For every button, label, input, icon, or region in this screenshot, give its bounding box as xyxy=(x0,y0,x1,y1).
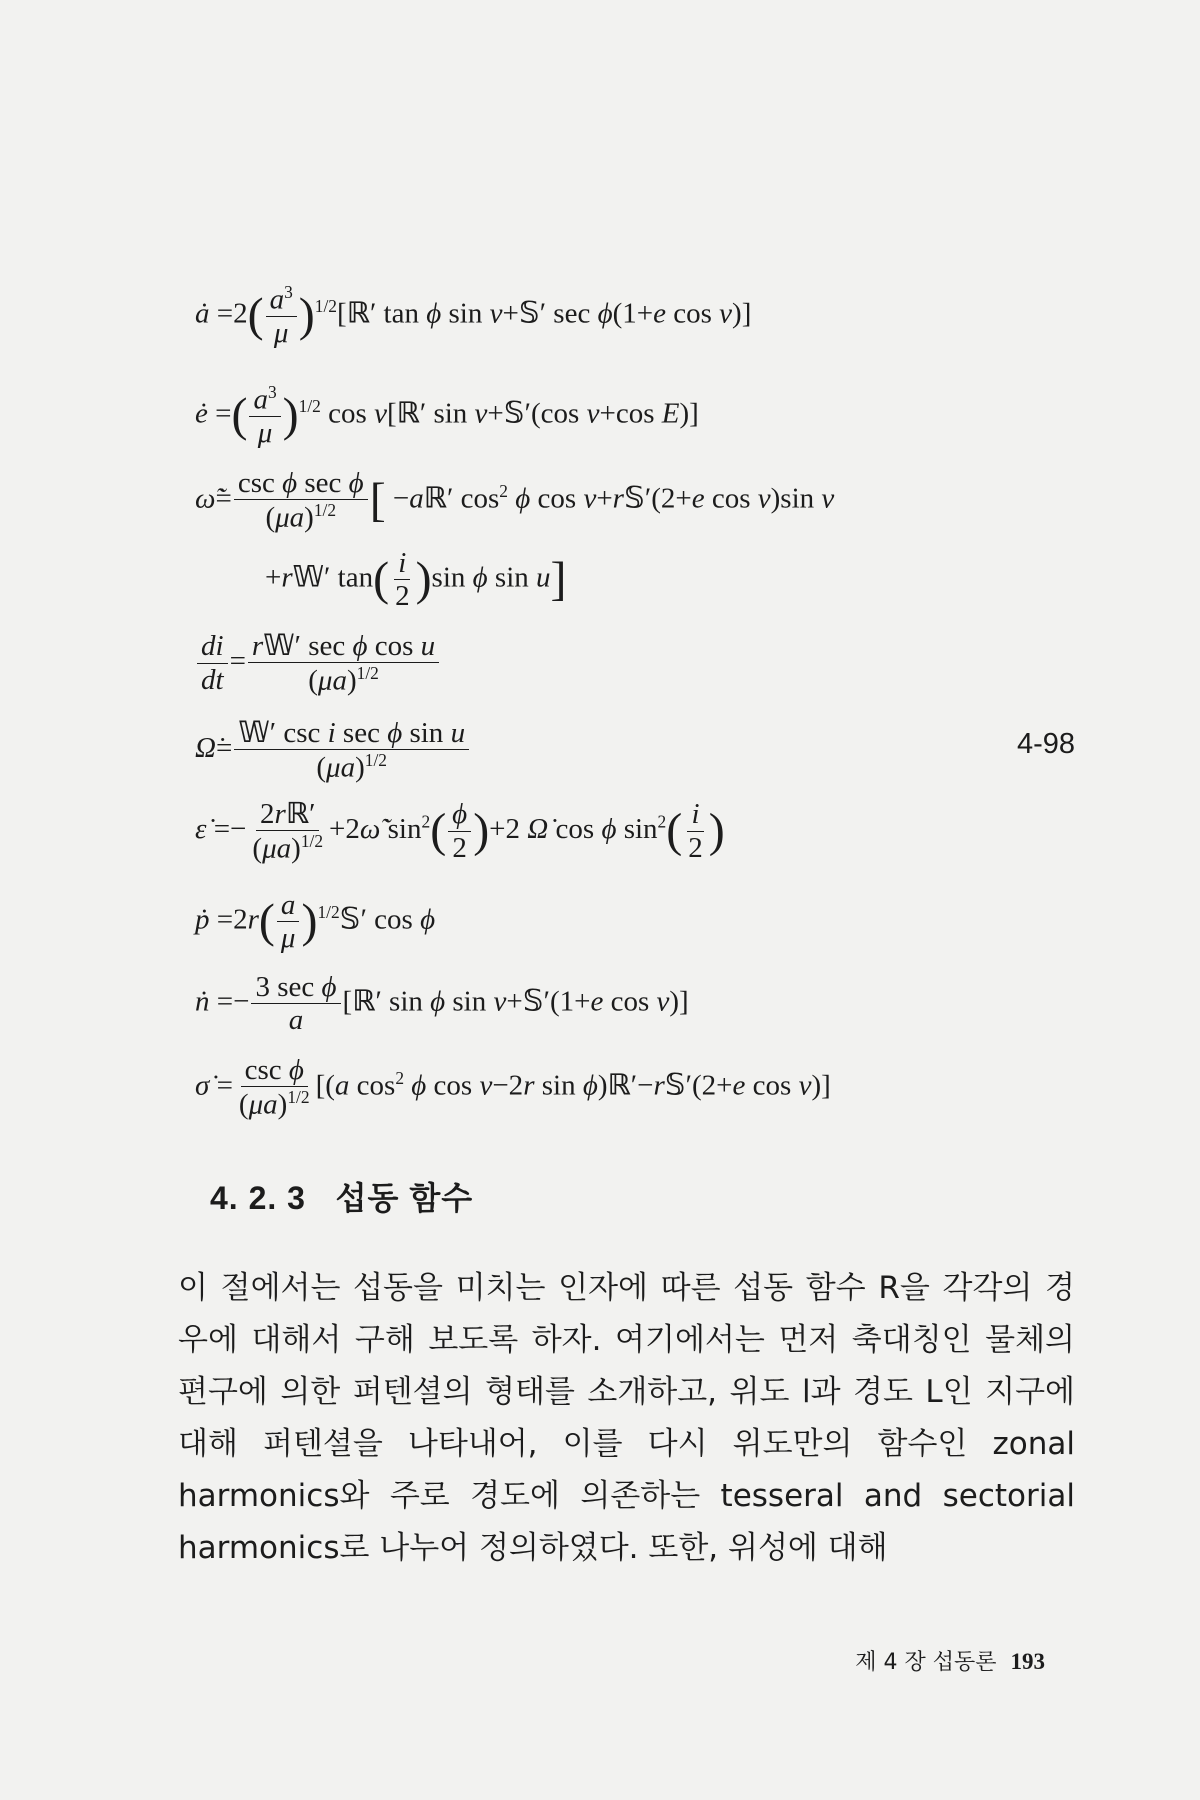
equation-omega-dot-cont: +r𝕎′ tan( $\frac{i}{2}$ )sin ϕ sin u] xyxy=(265,547,567,613)
equation-a-dot: ȧ =2( $\frac{a^3}{\mu}$ )$^{1/2}$[ℝ′ tan ϕ sin ν+𝕊′ sec ϕ(1+e cos ν)] xyxy=(195,282,752,350)
equation-di-dt: $\frac{di}{dt}$ = $\frac{\text{r𝕎′ sec ϕ cos u}}{(\mu a)^{1/2}}$ xyxy=(195,630,441,697)
page-number: 193 xyxy=(1010,1649,1045,1674)
equation-number: 4-98 xyxy=(1016,728,1075,760)
equation-e-dot: ė =( $\frac{a^3}{\mu}$ )$^{1/2}$ cos ν[ℝ′ sin ν+𝕊′(cos ν+cos E)] xyxy=(195,382,699,450)
equation-omega-dot: ω̃̇= $\frac{\text{csc ϕ sec ϕ}}{(\mu a)^{1/2}}$ [ −aℝ′ $\cos^2 \phi$ cos ν+r𝕊′(2+e cos ν)sin ν xyxy=(195,467,835,535)
equation-n-dot: ṅ =− $\frac{\text{3 sec ϕ}}{a}$ [ℝ′ sin ϕ sin ν+𝕊′(1+e cos ν)] xyxy=(195,971,689,1037)
equation-sigma-dot: σ̇ = $\frac{\text{csc ϕ}}{(\mu a)^{1/2}}$ [(a $\cos^2 \phi$ cos ν−2r sin ϕ)ℝ′−r𝕊′(2+e cos ν)] xyxy=(195,1054,831,1122)
section-title: 섭동 함수 xyxy=(335,1180,474,1216)
section-number: 4. 2. 3 xyxy=(210,1180,306,1216)
equation-epsilon-dot: ε̇ =− $\frac{\text{2rℝ′}}{(\mu a)^{1/2}}$ +2ω̃̇ $\sin^2$( $\frac{\phi}{2}$ )+2 Ω̇ cos ϕ $\sin^2$( $\frac{i}{2}$ ) xyxy=(195,796,725,866)
equation-Omega-dot: Ω̇= $\frac{\text{𝕎′ csc i sec ϕ sin u}}{(\mu a)^{1/2}}$ xyxy=(195,717,471,784)
equation-p-dot: ṗ =2r( $\frac{a}{\mu}$ )$^{1/2}$𝕊′ cos ϕ xyxy=(195,889,436,955)
body-paragraph xyxy=(178,1262,1075,1574)
paragraph-text: 이 절에서는 섭동을 미치는 인자에 따른 섭동 함수 R을 각각의 경우에 대해서 구해 보도록 하자. 여기에서는 먼저 축대칭인 물체의 편구에 의한 퍼텐셜의 형태를 소개하고, 위도 l과 경도 L인 지구에 대해 퍼텐셜을 나타내어, 이를 다시 위도만의 함수인 zonal harmonics와 주로 경도에 의존하는 tesseral and sectorial harmonics로 나누어 정의하였다. 또한, 위성에 대해 xyxy=(178,1270,1075,1566)
chapter-label: 제 4 장 섭동론 xyxy=(855,1650,997,1675)
page-footer xyxy=(855,1645,1045,1676)
section-heading xyxy=(210,1173,473,1219)
